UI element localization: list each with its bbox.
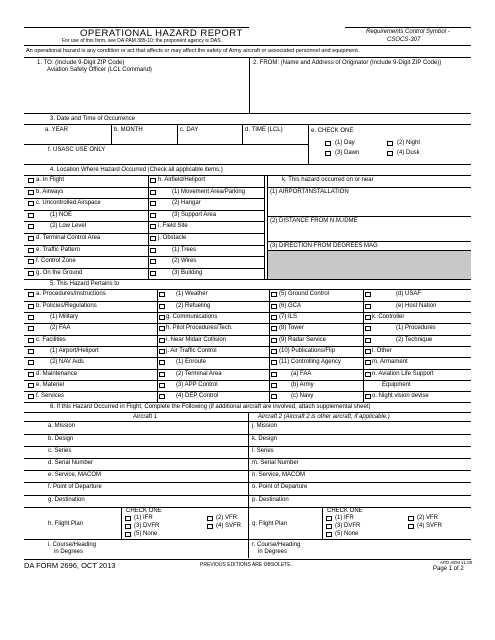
pertains-checkbox[interactable] [28,349,34,354]
flight-item-right: o. Point of Departure [252,484,308,491]
to-field[interactable] [24,75,249,113]
check-one-right: CHECK ONE [327,507,363,514]
pertains-checkbox[interactable] [28,394,34,399]
dawn-checkbox[interactable] [325,151,331,156]
pertains-checkbox[interactable] [271,338,277,343]
vfr-checkbox-right[interactable] [408,516,414,521]
rule-line [322,507,323,539]
aircraft-2-label: Aircraft 2 (Aircraft 2 is other aircraft, if applicable.) [258,414,390,421]
none-option: (5) None [335,530,359,537]
flight-field-left[interactable] [110,459,247,470]
flight-field-left[interactable] [110,422,247,433]
loc-item: e. Traffic Pattern [36,246,80,253]
form-subtitle: For use of this form, see DA PAM 385-10; the proponent agency is DAS. [62,38,222,44]
night-checkbox[interactable] [387,141,393,146]
pertains-item: l. Other [372,347,392,354]
rule-line [177,124,178,144]
from-field[interactable] [250,68,471,113]
flight-item-right: j. Mission [252,423,278,430]
rule-line [264,175,265,279]
pertains-item: k. Controller [372,314,405,320]
svfr-option: (4) SVFR [216,522,242,529]
pertains-item: (4) DEP Control [176,393,219,400]
loc-checkbox[interactable] [28,248,34,253]
flight-item-right: m. Serial Number [252,460,299,466]
flight-field-right[interactable] [340,471,470,482]
flight-item-left: f. Point of Departure [48,484,102,491]
loc-checkbox[interactable] [28,190,34,195]
pertains-checkbox[interactable] [271,304,277,309]
requirements-control-symbol: Requirements Control Symbol - [366,29,450,35]
pertains-checkbox[interactable] [365,315,371,320]
svfr-checkbox-right[interactable] [408,524,414,529]
rule-line [24,124,471,125]
loc-item: (1) NOE [50,211,73,218]
pertains-item: a. Procedures/Instructions [36,291,106,298]
pertains-checkbox[interactable] [159,360,165,365]
shaded-area [268,251,471,279]
flight-item-left: g. Destination [48,496,85,503]
form-title: OPERATIONAL HAZARD REPORT [80,28,243,39]
loc-checkbox[interactable] [150,190,156,195]
flight-field-left[interactable] [110,471,247,482]
pertains-item: (1) Airport/Heliport [50,347,99,354]
rule-line [24,323,471,324]
flight-item-right: l. Series [252,447,274,454]
none-checkbox-left[interactable] [125,532,131,537]
pertains-item: n. Aviation Life Support [372,370,434,377]
loc-checkbox[interactable] [150,271,156,276]
flight-item-right: p. Destination [252,496,289,503]
flight-field-right[interactable] [340,459,470,470]
flight-item-left: e. Service, MACOM [48,472,102,479]
flight-field-left[interactable] [110,447,247,458]
rule-line [24,391,471,392]
flight-item-right: k. Design [252,435,278,442]
rule-line [24,402,471,403]
pertains-item: (1) Enroute [176,359,207,366]
section-4-title: 4. Location Where Hazard Occurred (Check all applicable items.) [50,167,223,173]
rule-line [24,301,471,302]
pertains-item: (8) Tower [279,325,304,332]
pertains-checkbox[interactable] [365,349,371,354]
dvfr-checkbox-right[interactable] [326,524,332,529]
dusk-checkbox[interactable] [387,151,393,156]
distance-label: (2) DISTANCE FROM N.M./DME [270,217,358,224]
pertains-item: (2) FAA [50,325,71,332]
loc-item: (2) Wires [172,258,197,265]
flight-field-right[interactable] [340,447,470,458]
opt-day: (1) Day [335,140,355,146]
loc-checkbox[interactable] [28,201,34,206]
none-option: (5) None [134,530,158,537]
pertains-checkbox[interactable] [271,349,277,354]
rule-line [24,45,471,46]
intro-text: An operational hazard is any condition or act that affects or may affect the safety of Army aircraft or associated personnel and equipment. [26,48,360,54]
pertains-item: (2) NAV Aids [50,359,84,366]
pertains-checkbox[interactable] [159,338,165,343]
direction-label: (3) DIRECTION FROM DEGREES MAG [270,243,378,250]
section-5-title: 5. This Hazard Pertains to [50,281,120,288]
near-label: k. This hazard occurred on or near [282,177,374,183]
opt-night: (2) Night [397,140,421,146]
course-heading-left: i. Course/Heading [48,541,97,548]
pertains-checkbox[interactable] [271,383,277,388]
loc-item: j. Obstacle [158,235,187,241]
flight-item-right: n. Service, MACOM [252,472,306,479]
rule-line [24,357,471,358]
page-number: Page 1 of 2 [433,565,464,572]
rule-line [24,187,264,188]
pertains-item: (2) Terminal Area [176,370,222,377]
pertains-item: (10) Publications/Flip [279,347,336,354]
pertains-item: e. Materiel [36,381,65,388]
pertains-checkbox[interactable] [159,383,165,388]
pertains-item: f. Services [36,393,65,400]
loc-checkbox[interactable] [28,271,34,276]
rule-line [24,559,471,560]
flight-plan-label-right: q. Flight Plan [252,520,288,527]
pertains-item: (7) ILS [279,314,298,320]
form-number: DA FORM 2696, OCT 2013 [24,560,116,570]
loc-item: f. Control Zone [36,258,76,265]
rule-line [24,198,264,199]
pertains-checkbox[interactable] [365,292,371,297]
ifr-option: (1) IFR [134,514,153,521]
flight-item-left: a. Mission [48,423,76,430]
flight-field-right[interactable] [340,496,470,507]
loc-checkbox[interactable] [150,178,156,183]
ifr-option: (1) IFR [335,514,354,521]
loc-checkbox[interactable] [150,259,156,264]
flight-field-left[interactable] [110,496,247,507]
loc-item: i. Field Site [158,223,188,230]
pertains-item: (2) Refueling [176,302,211,309]
pertains-checkbox[interactable] [159,315,165,320]
pertains-item: (11) Controlling Agency [279,359,341,366]
month-label: b. MONTH [114,127,143,133]
loc-item: g. On the Ground [36,269,83,276]
pertains-checkbox[interactable] [365,394,371,399]
rule-line [24,144,308,145]
day-checkbox[interactable] [325,141,331,146]
loc-checkbox[interactable] [28,178,34,183]
rule-line [24,245,264,246]
loc-checkbox[interactable] [28,236,34,241]
day-label: c. DAY [180,127,199,133]
airport-installation-label: (1) AIRPORT/INSTALLATION [270,188,349,195]
loc-checkbox[interactable] [150,248,156,253]
flight-field-right[interactable] [340,483,470,494]
pertains-checkbox[interactable] [271,315,277,320]
pertains-checkbox[interactable] [159,372,165,377]
from-label: 2. FROM: (Name and Address of Originator (Include 9-Digit ZIP Code)) [253,60,442,66]
year-label: a. YEAR [45,127,68,133]
flight-plan-label-left: h. Flight Plan [48,520,84,527]
pertains-item: (5) Ground Control [279,291,330,298]
check-one-label: e. CHECK ONE [311,128,354,134]
aircraft-1-label: Aircraft 1 [133,414,158,421]
pertains-item: (c) Navy [291,393,314,400]
flight-item-left: b. Design [48,435,74,442]
pertains-checkbox[interactable] [365,304,371,309]
none-checkbox-right[interactable] [326,532,332,537]
pertains-item: (2) Technique [396,336,433,343]
rule-line [121,507,122,539]
opt-dawn: (3) Dawn [335,150,360,156]
ifr-checkbox-right[interactable] [326,516,332,521]
pertains-item: d. Maintenance [36,370,78,377]
flight-field-left[interactable] [110,483,247,494]
pertains-checkbox[interactable] [28,372,34,377]
rule-line [24,279,471,280]
rule-line [24,369,471,370]
svfr-option: (4) SVFR [417,522,443,529]
pertains-checkbox[interactable] [365,338,371,343]
loc-item: (1) Movement Area/Parking [172,188,246,195]
flight-item-left: c. Series [48,447,72,454]
rule-line [267,241,471,242]
pertains-item: (9) Radar Service [279,336,327,343]
rule-line [267,216,471,217]
opt-dusk: (4) Dusk [397,150,420,156]
check-one-left: CHECK ONE [126,507,162,514]
pertains-checkbox[interactable] [28,383,34,388]
rule-line [24,113,471,114]
section-6-title: 6. If this Hazard Occurred in Flight, Complete the Following (if additional aircraft are involved, attach supplemental sheet) [50,404,371,411]
rule-line [24,539,471,540]
pertains-item: Equipment [382,381,411,388]
loc-checkbox[interactable] [28,224,34,229]
pertains-item: (b) Army [291,381,314,388]
flight-field-right[interactable] [340,435,470,446]
ifr-checkbox-left[interactable] [125,516,131,521]
rule-line [24,256,264,257]
rule-line [148,175,149,279]
rule-line [24,289,471,290]
pertains-checkbox[interactable] [271,326,277,331]
pertains-item: (d) USAF [396,291,422,298]
pertains-checkbox[interactable] [159,349,165,354]
rule-line [24,268,264,269]
vfr-option: (2) VFR [216,514,237,521]
course-heading-right-2: in Degrees [258,548,288,555]
pertains-item: b. Policies/Regulations [36,302,97,309]
pertains-item: g. Communications [166,314,218,320]
pertains-checkbox[interactable] [28,338,34,343]
section-3-title: 3. Date and Time of Occurrence [50,116,136,122]
rule-line [24,346,471,347]
rule-line [24,210,264,211]
pertains-item: (6) GCA [279,302,302,309]
pertains-item: m. Armament [372,359,408,366]
svfr-checkbox-left[interactable] [207,524,213,529]
pertains-item: (3) APP Control [176,381,218,388]
vfr-option: (2) VFR [417,514,438,521]
pertains-checkbox[interactable] [28,315,34,320]
pertains-checkbox[interactable] [365,326,371,331]
flight-item-left: d. Serial Number [48,460,94,466]
course-heading-left-2: in Degrees [54,548,84,555]
loc-checkbox[interactable] [28,213,34,218]
loc-checkbox[interactable] [150,201,156,206]
rule-line [24,175,471,176]
rule-line [24,233,264,234]
loc-item: (1) Trees [172,246,197,253]
pertains-item: (1) Procedures [396,325,436,332]
pertains-checkbox[interactable] [28,360,34,365]
pertains-checkbox[interactable] [159,304,165,309]
pertains-item: i. Near Midair Collision [166,336,227,343]
rule-line [24,312,471,313]
loc-item: b. Airways [36,188,64,195]
loc-item: d. Terminal Control Area [36,235,101,241]
loc-checkbox[interactable] [28,259,34,264]
pertains-item: (e) Host Nation [396,302,437,309]
loc-item: h. Airfield/Heliport [158,177,206,183]
loc-checkbox[interactable] [150,213,156,218]
pertains-checkbox[interactable] [28,326,34,331]
requirements-control-code: CSOCS-307 [387,37,421,43]
loc-checkbox[interactable] [150,236,156,241]
to-label: 1. TO: (Include 9-Digit ZIP Code) [37,60,125,66]
dvfr-checkbox-left[interactable] [125,524,131,529]
rule-line [24,221,264,222]
pertains-item: j. Air Traffic Control [166,347,217,354]
pertains-item: h. Pilot Procedures/Tech. [166,325,233,332]
rule-line [111,124,112,144]
time-label: d. TIME (LCL) [245,127,283,133]
pertains-item: (a) FAA [291,370,312,377]
pertains-checkbox[interactable] [159,292,165,297]
rule-line [242,124,243,144]
dvfr-option: (3) DVFR [134,522,160,529]
apd-code: APD AEM v1.00 [440,559,473,565]
pertains-checkbox[interactable] [271,394,277,399]
loc-item: (2) Hangar [172,200,201,207]
rule-line [24,380,471,381]
pertains-checkbox[interactable] [159,326,165,331]
vfr-checkbox-left[interactable] [207,516,213,521]
loc-checkbox[interactable] [150,224,156,229]
rule-line [24,507,471,508]
usasc-use-only: f. USASC USE ONLY [48,147,106,153]
loc-item: (3) Building [172,269,203,276]
rule-line [24,335,471,336]
previous-editions-note: PREVIOUS EDITIONS ARE OBSOLETE. [200,561,292,568]
pertains-item: (1) Military [50,314,78,320]
loc-item: (3) Support Area [172,211,217,218]
pertains-checkbox[interactable] [28,292,34,297]
to-sublabel: Aviation Safety Officer (LCL Command) [47,67,152,73]
rule-line [24,57,471,58]
rule-line [24,164,471,165]
pertains-checkbox[interactable] [271,292,277,297]
flight-field-right[interactable] [340,422,470,433]
pertains-item: c. Facilities [36,336,66,343]
pertains-checkbox[interactable] [365,372,371,377]
pertains-checkbox[interactable] [365,360,371,365]
pertains-item: o. Night vision devise [372,393,429,400]
pertains-checkbox[interactable] [271,360,277,365]
dvfr-option: (3) DVFR [335,522,361,529]
pertains-item: (1) Weather [176,291,208,298]
pertains-checkbox[interactable] [159,394,165,399]
pertains-checkbox[interactable] [28,304,34,309]
loc-item: c. Uncontrolled Airspace [36,200,101,207]
rule-line [308,124,309,164]
rule-line [345,27,471,28]
pertains-checkbox[interactable] [271,372,277,377]
flight-field-left[interactable] [110,435,247,446]
loc-item: a. In Flight [36,177,65,183]
course-heading-right: r. Course/Heading [252,541,301,548]
rule-line [267,187,471,188]
loc-item: (2) Low Level [50,223,87,230]
